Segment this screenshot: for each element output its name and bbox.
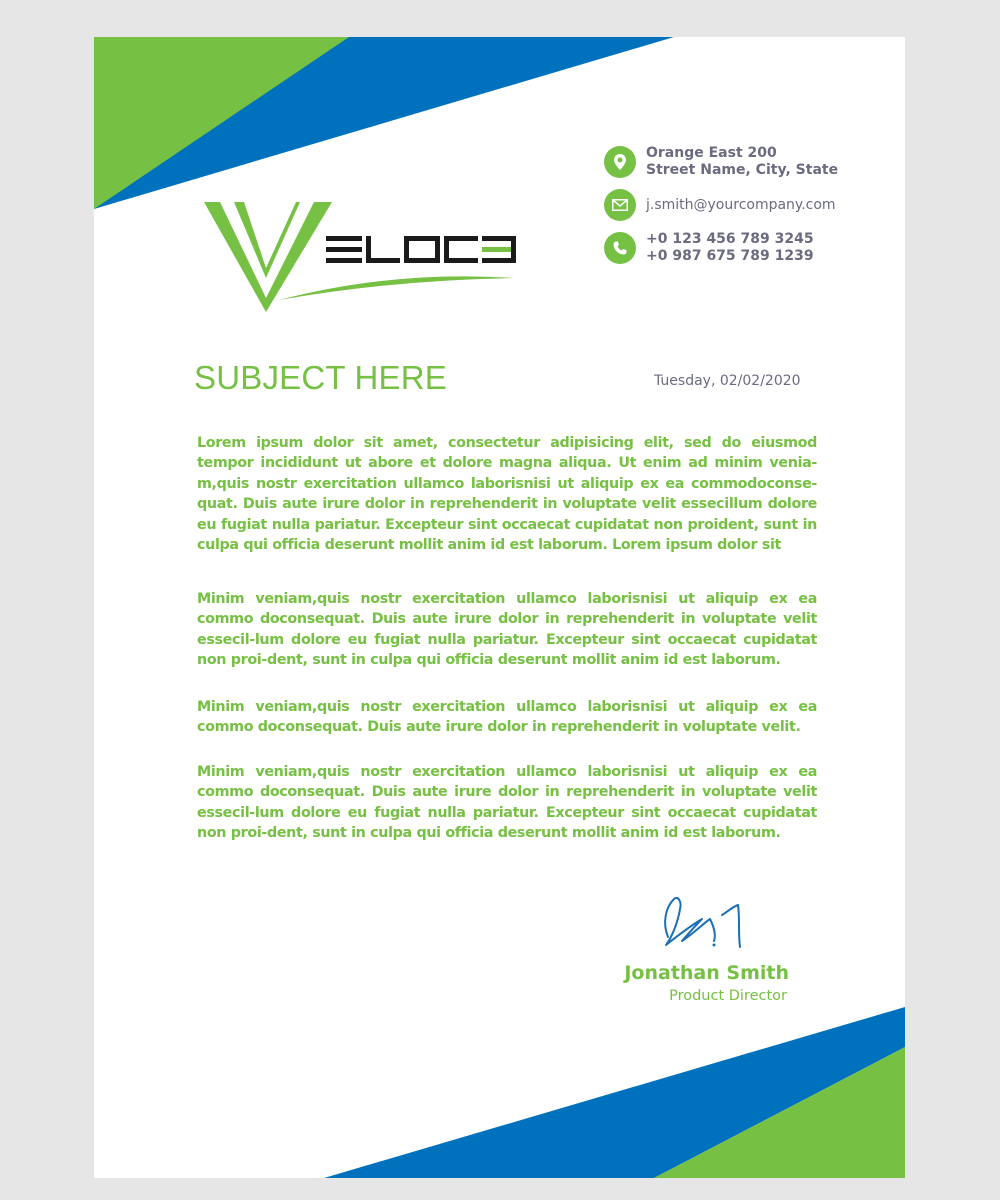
bottom-green-triangle: [654, 1047, 905, 1178]
signer-name: Jonathan Smith: [624, 962, 789, 984]
phone-icon: [604, 232, 636, 264]
body-paragraph-4: Minim veniam,quis nostr exercitation ullamco laborisnisi ut aliquip ex ea commo doconsequat. Duis aute irure dolor in reprehenderit in voluptate velit essecil-lum dolore eu fugiat nulla pariatur. Excepteur sint occaecat cupidatat non proi-dent, sunt in culpa qui officia deserunt mollit anim id est laborum.: [197, 764, 817, 842]
contact-address: [604, 145, 838, 179]
envelope-icon: [604, 189, 636, 221]
address-line1: Orange East 200: [646, 145, 777, 161]
location-pin-icon: [604, 146, 636, 178]
body-paragraph-3: Minim veniam,quis nostr exercitation ullamco laborisnisi ut aliquip ex ea commo doconsequat. Duis aute irure dolor in reprehenderit in voluptate velit.: [197, 699, 817, 736]
bottom-blue-stripe: [324, 1007, 905, 1178]
phone-number-1[interactable]: +0 123 456 789 3245: [646, 231, 814, 247]
letterhead-page: [94, 37, 905, 1178]
veloce-logo: [204, 200, 519, 315]
handwritten-signature: [654, 867, 754, 957]
contact-phone: [604, 231, 814, 265]
email-address[interactable]: j.smith@yourcompany.com: [646, 196, 836, 213]
body-paragraph-1: Lorem ipsum dolor sit amet, consectetur adipisicing elit, sed do eiusmod tempor incididunt ut abore et dolore magna aliqua. Ut enim ad minim venia-m,quis nostr exercitation ullamco laborisnisi ut aliquip ex ea commodoconse-quat. Duis aute irure dolor in reprehenderit in voluptate velit essecillum dolore eu fugiat nulla pariatur. Excepteur sint occaecat cupidatat non proident, sunt in culpa qui officia deserunt mollit anim id est laborum. Lorem ipsum dolor sit: [197, 435, 817, 554]
letter-subject: SUBJECT HERE: [194, 359, 448, 396]
body-paragraph-2: Minim veniam,quis nostr exercitation ullamco laborisnisi ut aliquip ex ea commo doconsequat. Duis aute irure dolor in reprehenderit in voluptate velit essecil-lum dolore eu fugiat nulla pariatur. Excepteur sint occaecat cupidatat non proi-dent, sunt in culpa qui officia deserunt mollit anim id est laborum.: [197, 591, 817, 669]
address-line2: Street Name, City, State: [646, 162, 839, 178]
phone-number-2[interactable]: +0 987 675 789 1239: [646, 248, 814, 264]
letter-date: Tuesday, 02/02/2020: [654, 373, 801, 389]
contact-email: [604, 189, 836, 221]
signer-title: Product Director: [669, 988, 787, 1004]
